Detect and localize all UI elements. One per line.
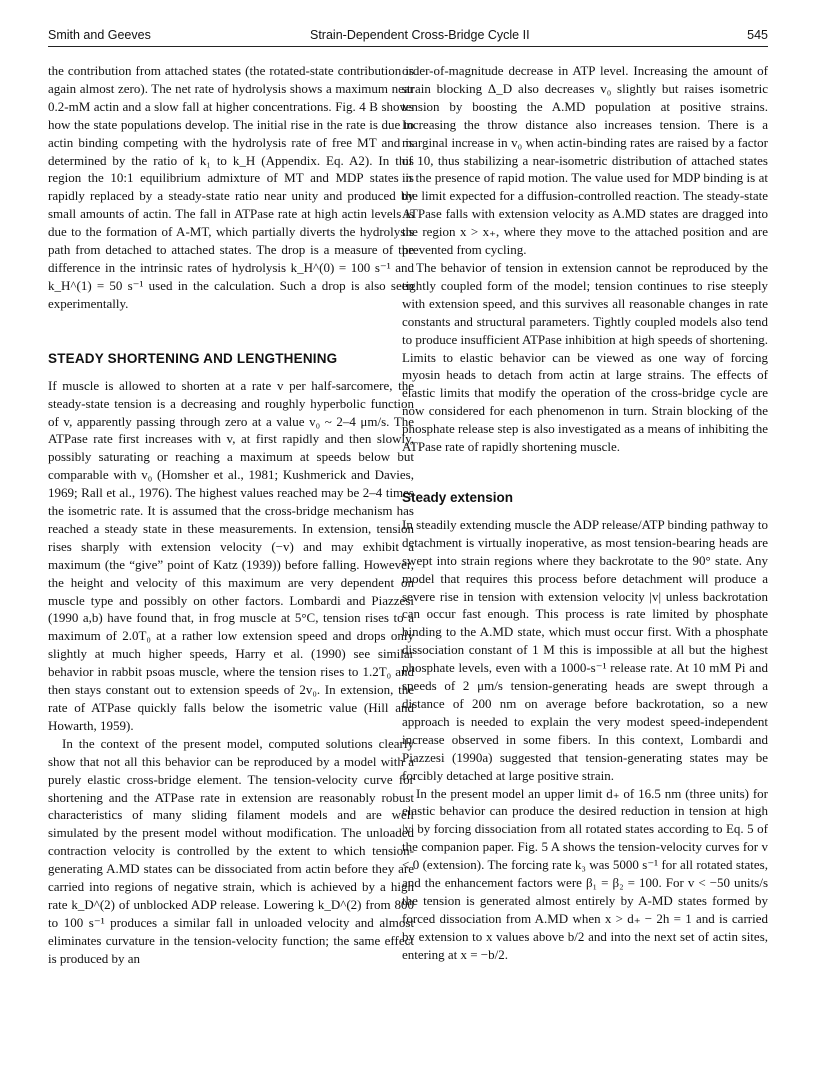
- right-paragraph-3: In steadily extending muscle the ADP release/ATP binding pathway to detachment is virtually inoperative, as most tension-bearing heads are swept into strain regions where they backrotate to the 90° state. Any model that requires this process before detachment will produce a severe rise in tension with extension velocity |v| unless backrotation can occur fast enough. This process is rate limited by phosphate binding to the A.MD state, which must occur first. With a phosphate dissociation constant of 1 M this is impossible at all but the highest phosphate levels, even with a 1000-s⁻¹ release rate. At 10 mM Pi and speeds of 2 μm/s tension-generating heads are swept through a distance of 200 nm on average before backrotation, so a new approach is needed to explain the very modest speed-independent increase observed in some fibers. In this context, Lombardi and Piazzesi (1990a) suggested that tension-generating states may be forcibly detached at large positive strain.: [402, 516, 768, 783]
- left-paragraph-3: In the context of the present model, computed solutions clearly show that not all this behavior can be reproduced by a model with a purely elastic cross-bridge element. The tension-velocity curve for shortening and the ATPase rate in extension are reasonably robust characteristics of many sliding filament models and are well simulated by the present model without modification. The unloaded contraction velocity is controlled by the extent to which tension-generating A.MD states can be dissociated from actin before they are carried into regions of negative strain, which is achieved by a high rate k_D^(2) of unblocked ADP release. Lowering k_D^(2) from 800 to 100 s⁻¹ produces a similar fall in unloaded velocity and almost eliminates curvature in the tension-velocity function; the same effect is produced by an: [48, 735, 414, 966]
- right-column: [402, 62, 768, 964]
- right-paragraph-1: order-of-magnitude decrease in ATP level. Increasing the amount of strain blocking Δ_D also decreases v₀ slightly but raises isometric tension by boosting the A.MD population at positive strains. Increasing the throw distance also increases tension. There is a marginal increase in v₀ when actin-binding rates are raised by a factor of 10, thus stabilizing a near-isometric distribution of attached states in the presence of rapid motion. The value used for MDP binding is at the limit expected for a diffusion-controlled reaction. The steady-state ATPase falls with extension velocity as A.MD states are dragged into the region x > x₊, where they move to the attached position and are prevented from cycling.: [402, 63, 768, 258]
- left-column: [48, 62, 414, 968]
- running-head-title: Strain-Dependent Cross-Bridge Cycle II: [310, 28, 530, 42]
- running-head: [48, 28, 768, 47]
- page-number: 545: [747, 28, 768, 42]
- subsection-heading-steady-extension: Steady extension: [402, 489, 514, 505]
- left-paragraph-2: If muscle is allowed to shorten at a rate v per half-sarcomere, the steady-state tension is a decreasing and roughly hyperbolic function of v, apparently passing through zero at a value v₀ ~ 2–4 μm/s. The ATPase rate first increases with v, at first rapidly and then slowly, possibly saturating or reaching a maximum at speeds below but comparable with v₀ (Homsher et al., 1981; Kushmerick and Davies, 1969; Rall et al., 1976). The highest values reached may be 2–4 times the isometric rate. It is assumed that the cross-bridge mechanism has reached a steady state in these measurements. In extension, tension rises sharply with extension velocity (−v) and may exhibit a maximum (the “give” point of Katz (1939)) before falling. However, the height and velocity of this maximum are very dependent on muscle type and possibly on other factors. Lombardi and Piazzesi (1990 a,b) have found that, in frog muscle at 5°C, tension rises to a maximum of 2.0T₀ at a rather low extension speed and drops only slightly at much higher speeds, Harry et al. (1990) see similar behavior in rabbit psoas muscle, where the tension rises to 1.2T₀ and then stays constant out to extension speeds of 2v₀. In extension, the rate of ATPase quickly falls below the isometric value (Hill and Howarth, 1959).: [48, 377, 414, 733]
- right-paragraph-2: The behavior of tension in extension cannot be reproduced by the tightly coupled form of the model; tension continues to rise steeply with extension speed, and this survives all reasonable changes in rate constants and structural parameters. Tightly coupled models also tend to produce insufficient ATPase inhibition at high speeds of shortening. Limits to elastic behavior can be viewed as one way of forcing myosin heads to detach from actin at large strains. The effects of elastic limits that modify the operation of the cross-bridge cycle are now considered for each phenomenon in turn. Strain blocking of the phosphate release step is also investigated as a means of inhibiting the ATPase rate of rapidly shortening muscle.: [402, 259, 768, 455]
- left-paragraph-1: the contribution from attached states (the rotated-state contribution is again almost zero). The net rate of hydrolysis shows a maximum near 0.2-mM actin and a slow fall at higher concentrations. Fig. 4 B shows how the state populations develop. The initial rise in the rate is due to actin binding competing with the hydrolysis rate of free MT and is determined by the ratio of k₁ to k_H (Appendix. Eq. A2). In this region the 10:1 equilibrium admixture of MT and MDP states is rapidly replaced by a steady-state ratio near unity and produced by small amounts of actin. The fall in ATPase rate at high actin levels is due to the formation of A-MT, which partially diverts the hydrolysis path from detached to attached states. The drop is a measure of the difference in the intrinsic rates of hydrolysis k_H^(0) = 100 s⁻¹ and k_H^(1) = 50 s⁻¹ used in the calculation. Such a drop is also seen experimentally.: [48, 63, 414, 311]
- section-heading-steady-shortening: STEADY SHORTENING AND LENGTHENING: [48, 350, 338, 366]
- right-paragraph-4: In the present model an upper limit d₊ of 16.5 nm (three units) for elastic behavior can produce the desired reduction in tension at high |v| by forcing dissociation from all rotated states according to Eq. 5 of the companion paper. Fig. 5 A shows the tension-velocity curves for v < 0 (extension). The forcing rate k₃ was 5000 s⁻¹ for all rotated states, and the enhancement factors were β₁ = β₂ = 100. For v < −50 units/s the tension is generated almost entirely by A-MD states formed by forced dissociation from A.MD when x > d₊ − 2h = 1 and is carried by extension to x values above b/2 and into the next set of actin sites, entering at x = −b/2.: [402, 785, 768, 962]
- running-head-authors: Smith and Geeves: [48, 28, 151, 42]
